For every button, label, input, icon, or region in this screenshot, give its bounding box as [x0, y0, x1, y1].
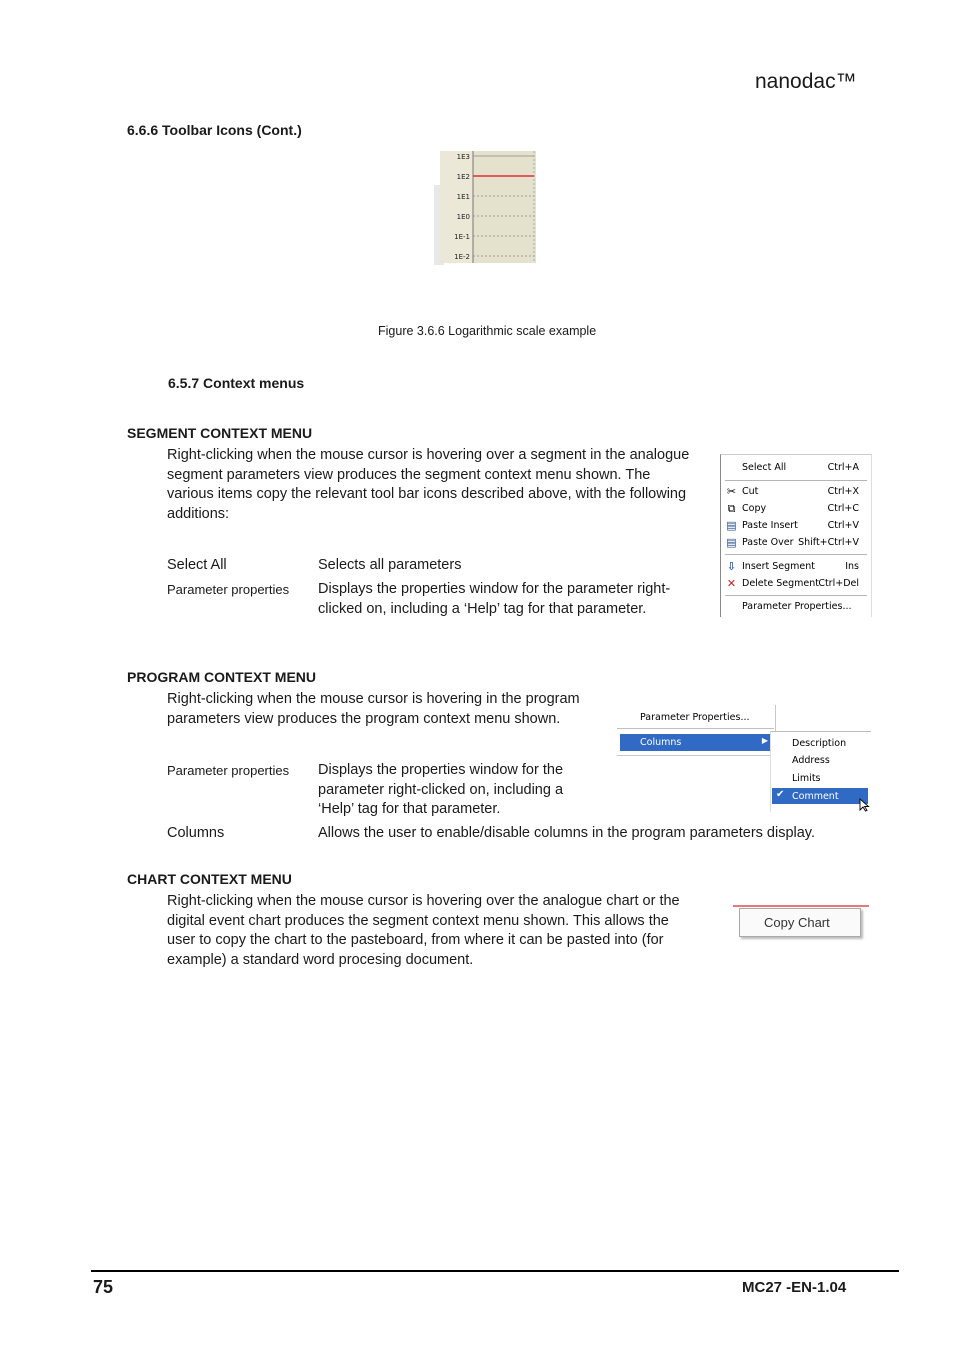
chart-intro-line: Right-clicking when the mouse cursor is hovering over the analogue chart or the	[167, 893, 680, 909]
mouse-cursor-icon	[859, 798, 871, 812]
chart-tick-label: 1E2	[456, 173, 470, 181]
menu-item-cut[interactable]	[721, 484, 869, 500]
chart-plot-area	[473, 151, 536, 263]
checkmark-icon: ✔	[776, 789, 785, 800]
program-context-menu	[617, 705, 776, 756]
def-desc-line: ‘Help’ tag for that parameter.	[318, 801, 501, 817]
def-desc-parameter-properties	[318, 580, 670, 619]
chart-tick-label: 1E1	[456, 193, 470, 201]
menu-item-shortcut: Ins	[845, 561, 859, 572]
segment-intro-line: various items copy the relevant tool bar icons described above, with the following	[167, 486, 687, 502]
menu-item-copy[interactable]	[721, 501, 869, 517]
menu-item-shortcut: Shift+Ctrl+V	[798, 537, 859, 548]
menu-item-label: Cut	[742, 486, 759, 497]
delete-x-icon: ✕	[726, 577, 737, 590]
program-intro-line: Right-clicking when the mouse cursor is hovering in the program	[167, 691, 580, 707]
chart-tick-label: 1E3	[456, 153, 470, 161]
menu-item-label: Delete Segment	[742, 578, 819, 589]
segment-intro	[167, 446, 707, 524]
paste-icon: ▤	[726, 536, 737, 549]
menu-item-label: Copy	[742, 503, 767, 514]
footer-rule	[91, 1270, 899, 1272]
figure-caption: Figure 3.6.6 Logarithmic scale example	[378, 324, 597, 338]
def-desc-line: Displays the properties window for the	[318, 762, 564, 778]
arrow-down-icon: ⇩	[726, 560, 737, 573]
copy-chart-menu-item[interactable]	[739, 908, 861, 937]
menu-item-label: Copy Chart	[764, 915, 830, 930]
def-term-parameter-properties: Parameter properties	[167, 582, 290, 597]
def-desc-line: Displays the properties window for the parameter right-	[318, 581, 671, 597]
columns-submenu	[770, 731, 871, 812]
document-code: MC27 -EN-1.04	[742, 1279, 847, 1296]
menu-item-shortcut: Ctrl+C	[827, 503, 859, 514]
page-number: 75	[93, 1277, 114, 1297]
menu-item-label: Paste Over	[742, 537, 794, 548]
segment-heading: SEGMENT CONTEXT MENU	[127, 425, 313, 441]
def-term-parameter-properties: Parameter properties	[167, 763, 290, 778]
def-desc-select-all: Selects all parameters	[318, 557, 462, 573]
menu-item-shortcut: Ctrl+Del	[818, 578, 859, 589]
submenu-arrow-icon: ▶	[761, 736, 768, 745]
scissors-icon: ✂	[726, 485, 737, 498]
copy-icon: ⧉	[727, 502, 736, 515]
chart-tick-label: 1E0	[456, 213, 470, 221]
submenu-item-limits[interactable]: Limits	[792, 773, 821, 784]
chart-trace-line	[733, 905, 869, 907]
chart-tick-label: 1E-2	[454, 253, 470, 261]
chart-tick-label: 1E-1	[454, 233, 470, 241]
menu-item-paste-insert[interactable]	[721, 518, 869, 534]
log-scale-chart	[434, 151, 538, 265]
program-intro	[167, 690, 607, 729]
menu-item-insert-segment[interactable]	[721, 559, 869, 575]
menu-item-columns[interactable]	[620, 734, 772, 751]
menu-item-parameter-properties[interactable]	[721, 599, 869, 615]
menu-item-label: Columns	[640, 737, 682, 748]
def-desc-line: clicked on, including a ‘Help’ tag for that parameter.	[318, 600, 647, 617]
segment-intro-line: additions:	[167, 505, 230, 522]
segment-context-menu	[720, 454, 872, 617]
menu-separator	[725, 554, 867, 555]
chart-intro-line: example) a standard word procesing document.	[167, 951, 474, 968]
menu-item-parameter-properties[interactable]: Parameter Properties...	[640, 712, 750, 723]
menu-separator	[725, 595, 867, 596]
menu-item-shortcut: Ctrl+V	[827, 520, 859, 531]
section-title: 6.6.6 Toolbar Icons (Cont.)	[127, 122, 302, 138]
brand-name: nanodac™	[755, 70, 857, 93]
menu-item-label: Paste Insert	[742, 520, 798, 531]
def-term-select-all: Select All	[167, 557, 227, 573]
menu-item-label: Select All	[742, 462, 787, 473]
def-desc-columns: Allows the user to enable/disable columns in the program parameters display.	[318, 825, 816, 841]
paste-icon: ▤	[726, 519, 737, 532]
menu-item-select-all[interactable]	[721, 460, 869, 476]
submenu-item-address[interactable]: Address	[792, 755, 830, 766]
submenu-item-description[interactable]: Description	[792, 738, 847, 749]
menu-item-label: Insert Segment	[742, 561, 816, 572]
chart-intro-line: digital event chart produces the segment context menu shown. This allows the	[167, 912, 669, 929]
menu-separator	[725, 480, 867, 481]
chart-intro	[167, 892, 707, 970]
chart-intro-line: user to copy the chart to the pasteboard, from where it can be pasted into (for	[167, 932, 664, 948]
segment-intro-line: Right-clicking when the mouse cursor is hovering over a segment in the analogue	[167, 447, 690, 463]
def-desc-line: parameter right-clicked on, including a	[318, 781, 564, 798]
menu-item-shortcut: Ctrl+A	[827, 462, 859, 473]
subsection-title: 6.5.7 Context menus	[168, 375, 305, 391]
menu-item-delete-segment[interactable]	[721, 576, 869, 592]
chart-context-menu	[733, 903, 869, 943]
menu-item-paste-over[interactable]	[721, 535, 869, 551]
menu-item-shortcut: Ctrl+X	[827, 486, 859, 497]
submenu-item-comment[interactable]	[772, 788, 868, 804]
menu-separator	[617, 728, 774, 729]
chart-axis-panel	[440, 151, 473, 263]
program-intro-line: parameters view produces the program context menu shown.	[167, 710, 561, 727]
def-term-columns: Columns	[167, 825, 225, 841]
program-heading: PROGRAM CONTEXT MENU	[127, 669, 316, 685]
def-desc-parameter-properties	[318, 761, 563, 820]
menu-item-label: Parameter Properties...	[742, 601, 852, 612]
segment-intro-line: segment parameters view produces the segment context menu shown. The	[167, 466, 651, 483]
chart-heading: CHART CONTEXT MENU	[127, 871, 292, 887]
submenu-item-label: Comment	[792, 791, 839, 802]
